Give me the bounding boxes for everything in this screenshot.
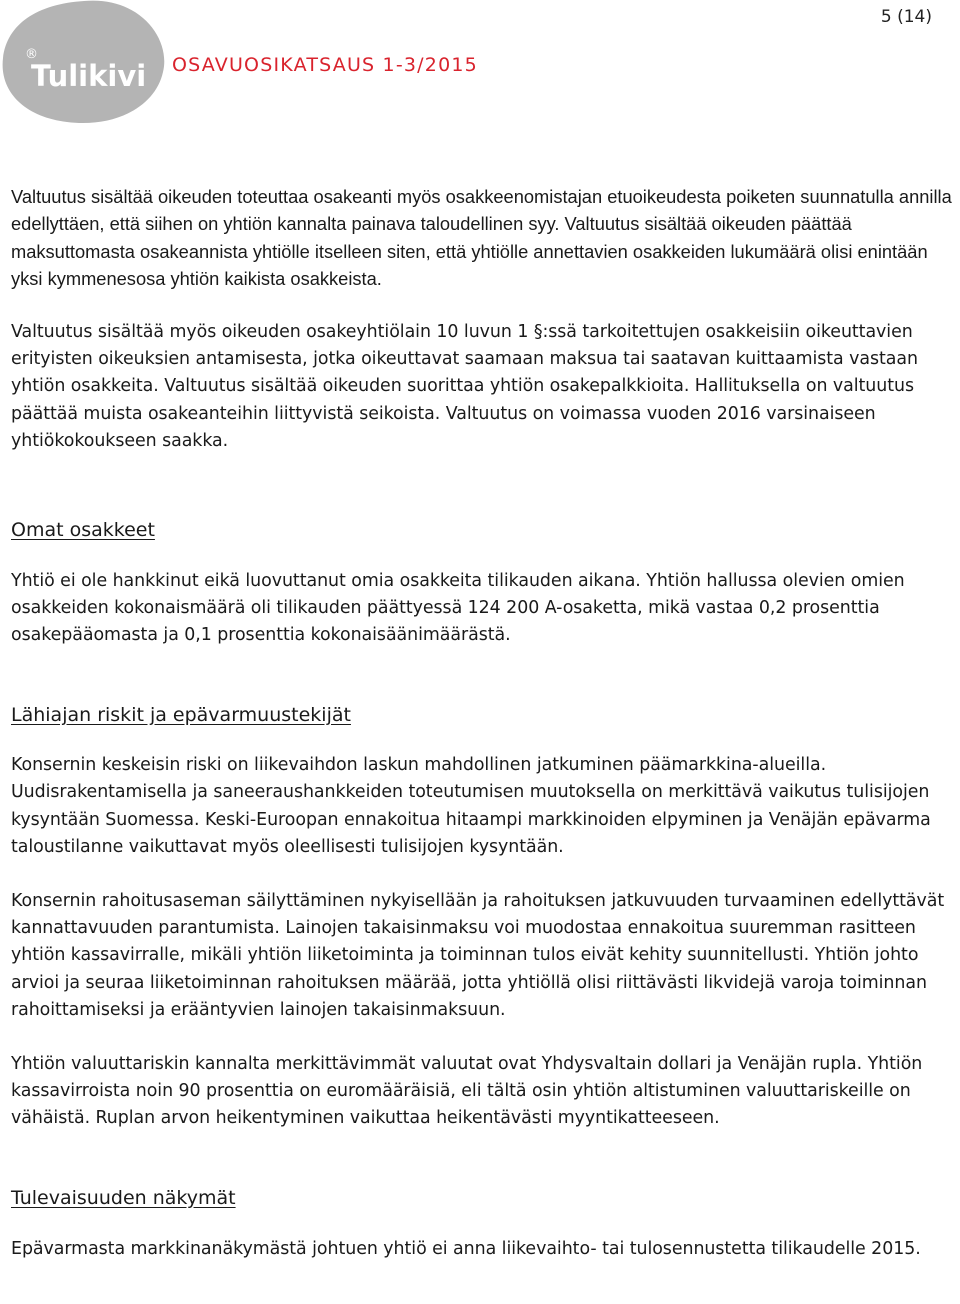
- paragraph-risks-currency: Yhtiön valuuttariskin kannalta merkittävimmät valuutat ovat Yhdysvaltain dollari ja Venäjän rupla. Yhtiön kassavirroista noin 90 prosenttia on euromääräisiä, eli tältä osin yhtiön altistuminen valuuttariskeille on vähäistä. Ruplan arvon heikentyminen vaikuttaa heikentävästi myyntikatteeseen.: [11, 1053, 923, 1129]
- page-number: 5 (14): [880, 7, 932, 27]
- report-title: OSAVUOSIKATSAUS 1-3/2015: [172, 54, 478, 76]
- paragraph-share-issue-authorization: Valtuutus sisältää oikeuden toteuttaa osakeanti myös osakkeenomistajan etuoikeudesta poiketen suunnatulla annilla edellyttäen, että siihen on yhtiön kannalta painava taloudellinen syy. Valtuutus sisältää oikeuden päättää maksuttomasta osakeannista yhtiölle itselleen siten, että yhtiölle annettavien osakkeiden lukumäärä olisi enintään yksi kymmenesosa yhtiön kaikista osakkeista.: [11, 186, 952, 290]
- company-logo: [1, 0, 167, 125]
- document-body: [11, 183, 955, 1263]
- paragraph-risks-financing: Konsernin rahoitusaseman säilyttäminen nykyisellään ja rahoituksen jatkuvuuden turvaaminen edellyttävät kannattavuuden parantumista. Lainojen takaisinmaksu voi muodostaa ennakoitua suuremman rasitteen yhtiön kassavirralle, mikäli yhtiön liiketoiminta ja toiminnan tulos eivät kehity suunnitellusti. Yhtiön johto arvioi ja seuraa liiketoiminnan rahoituksen määrää, jotta yhtiöllä olisi riittävästi likvidejä varoja toiminnan rahoittamiseksi ja erääntyvien lainojen takaisinmaksuun.: [11, 890, 945, 1021]
- paragraph-own-shares: Yhtiö ei ole hankkinut eikä luovuttanut omia osakkeita tilikauden aikana. Yhtiön hallussa olevien omien osakkeiden kokonaismäärä oli tilikauden päättyessä 124 200 A-osaketta, mikä vastaa 0,2 prosenttia osakepääomasta ja 0,1 prosenttia kokonaisäänimäärästä.: [11, 570, 905, 646]
- logo-text: Tulikivi: [31, 59, 147, 93]
- paragraph-outlook: Epävarmasta markkinanäkymästä johtuen yhtiö ei anna liikevaihto- tai tulosennustetta tilikaudelle 2015.: [11, 1238, 921, 1259]
- paragraph-special-rights: Valtuutus sisältää myös oikeuden osakeyhtiölain 10 luvun 1 §:ssä tarkoitettujen osakkeisiin oikeuttavien erityisten oikeuksien antamisesta, jotka oikeuttavat saamaan maksua tai saatavan kuittaamista vastaan yhtiön osakkeita. Valtuutus sisältää oikeuden suorittaa yhtiön osakepalkkioita. Hallituksella on valtuutus päättää muista osakeanteihin liittyvistä seikoista. Valtuutus on voimassa vuoden 2016 varsinaiseen yhtiökokoukseen saakka.: [11, 321, 918, 452]
- heading-own-shares: Omat osakkeet: [11, 518, 155, 541]
- heading-outlook: Tulevaisuuden näkymät: [11, 1186, 236, 1209]
- paragraph-risks-demand: Konsernin keskeisin riski on liikevaihdon laskun mahdollinen jatkuminen päämarkkina-alueilla. Uudisrakentamisella ja saneeraushankkeiden toteutumisen muutoksella on merkittävä vaikutus tulisijojen kysyntään Suomessa. Keski-Euroopan ennakoitua hitaampi markkinoiden elpyminen ja Venäjän epävarma taloustilanne vaikuttavat myös oleellisesti tulisijojen kysyntään.: [11, 754, 931, 858]
- logo-registered-mark: ®: [25, 47, 38, 62]
- heading-near-term-risks: Lähiajan riskit ja epävarmuustekijät: [11, 703, 351, 726]
